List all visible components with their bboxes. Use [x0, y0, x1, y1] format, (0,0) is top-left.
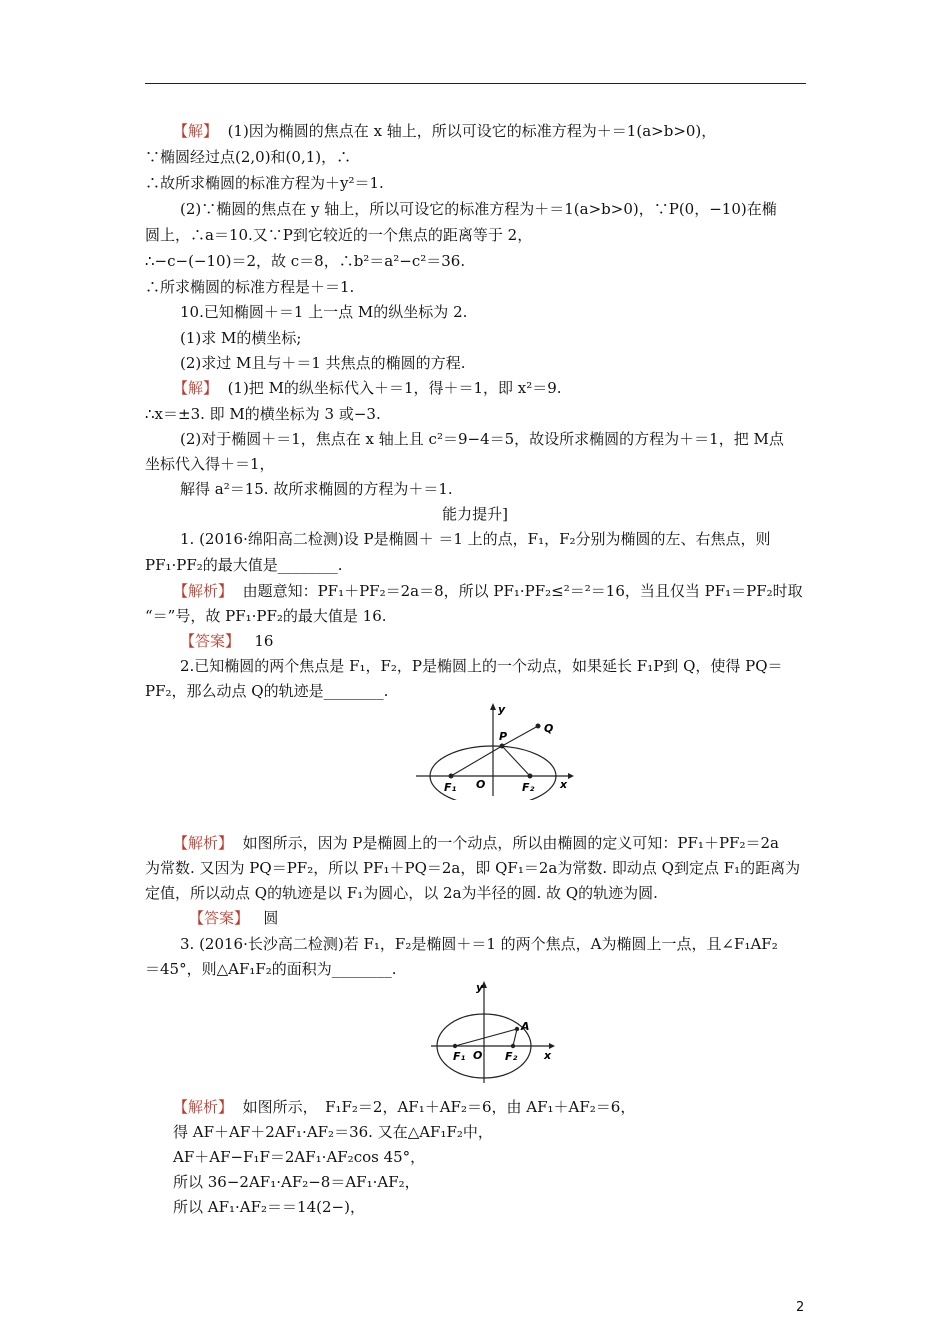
text-line: 为常数. 又因为 PQ＝PF₂，所以 PF₁＋PQ＝2a，即 QF₁＝2a为常数. 即动点 Q到定点 F₁的距离为 — [145, 859, 801, 877]
origin-label: O — [476, 778, 486, 791]
text-line: ∴−c−(−10)＝2，故 c＝8，∴b²＝a²−c²＝36. — [145, 252, 466, 270]
text-line: (2)∵椭圆的焦点在 y 轴上，所以可设它的标准方程为＋＝1(a>b>0)，∵P(0，−10)在椭 — [180, 200, 777, 218]
ellipse-figure-1 — [410, 700, 575, 800]
focus-f1-label: F₁ — [453, 1050, 466, 1063]
text-line: 所以 36−2AF₁·AF₂−8＝AF₁·AF₂， — [173, 1173, 420, 1191]
solution-line: 【解】 (1)把 M的纵坐标代入＋＝1，得＋＝1，即 x²＝9. — [173, 379, 562, 397]
problem-3-line: 3. (2016·长沙高二检测)若 F₁，F₂是椭圆＋＝1 的两个焦点，A为椭圆上一点，且∠F₁AF₂ — [180, 935, 778, 953]
analysis-tag: 【解析】 — [173, 582, 234, 600]
focus-f1-label: F₁ — [444, 781, 457, 794]
text-line: (2)求过 M且与＋＝1 共焦点的椭圆的方程. — [180, 354, 466, 372]
analysis-tag: 【解析】 — [173, 1098, 234, 1116]
analysis-line: 【解析】 由题意知：PF₁＋PF₂＝2a＝8，所以 PF₁·PF₂≤²＝²＝16，当且仅当 PF₁＝PF₂时取 — [173, 582, 803, 600]
x-axis-label: x — [544, 1049, 552, 1062]
answer-tag: 【答案】 — [180, 632, 241, 650]
analysis-line: 【解析】 如图所示， F₁F₂＝2，AF₁＋AF₂＝6，由 AF₁＋AF₂＝6， — [173, 1098, 636, 1116]
focus-f2-label: F₂ — [522, 781, 535, 794]
point-a-label: A — [521, 1020, 530, 1033]
text-line: 圆上，∴a＝10.又∵P到它较近的一个焦点的距离等于 2， — [145, 226, 533, 244]
text-line: (2)对于椭圆＋＝1，焦点在 x 轴上且 c²＝9−4＝5，故设所求椭圆的方程为＋＝1，把 M点 — [180, 430, 784, 448]
text-line: PF₂，那么动点 Q的轨迹是________. — [145, 682, 389, 700]
text-line: ∵椭圆经过点(2,0)和(0,1)，∴ — [145, 148, 352, 166]
y-axis-label: y — [498, 703, 506, 716]
origin-label: O — [473, 1049, 483, 1062]
text-line: ∴故所求椭圆的标准方程为＋y²＝1. — [145, 174, 384, 192]
text-line: PF₁·PF₂的最大值是________. — [145, 556, 343, 574]
analysis-tag: 【解析】 — [173, 834, 234, 852]
point-q-label: Q — [544, 722, 554, 735]
text-line: ∴所求椭圆的标准方程是＋＝1. — [145, 278, 355, 296]
text-line: “＝”号，故 PF₁·PF₂的最大值是 16. — [145, 607, 387, 625]
problem-1-line: 1. (2016·绵阳高二检测)设 P是椭圆＋ ＝1 上的点，F₁，F₂分别为椭圆的左、右焦点，则 — [180, 530, 771, 548]
problem-10-line: 10.已知椭圆＋＝1 上一点 M的纵坐标为 2. — [180, 303, 468, 321]
text-line: 所以 AF₁·AF₂＝＝14(2−)， — [173, 1198, 365, 1216]
text-line: 解得 a²＝15. 故所求椭圆的方程为＋＝1. — [180, 480, 453, 498]
focus-f2-label: F₂ — [505, 1050, 518, 1063]
y-axis-label: y — [476, 981, 484, 994]
analysis-line: 【解析】 如图所示，因为 P是椭圆上的一个动点，所以由椭圆的定义可知：PF₁＋PF₂＝2a — [173, 834, 779, 852]
point-p-label: P — [499, 730, 508, 743]
text-line: 坐标代入得＋＝1， — [145, 455, 275, 473]
solution-tag: 【解】 — [173, 122, 219, 140]
text-line: 得 AF＋AF＋2AF₁·AF₂＝36. 又在△AF₁F₂中， — [173, 1123, 493, 1141]
solution-tag: 【解】 — [173, 379, 219, 397]
answer-line: 【答案】 16 — [180, 632, 274, 650]
problem-2-line: 2.已知椭圆的两个焦点是 F₁，F₂，P是椭圆上的一个动点，如果延长 F₁P到 Q，使得 PQ＝ — [180, 657, 783, 675]
text-line: ＝45°，则△AF₁F₂的面积为________. — [145, 960, 397, 978]
header-rule — [145, 83, 806, 84]
page-number: 2 — [796, 1300, 805, 1315]
text-line: (1)求 M的横坐标; — [180, 329, 302, 347]
x-axis-label: x — [560, 778, 568, 791]
ellipse-figure-2 — [425, 978, 560, 1086]
solution-line: 【解】 (1)因为椭圆的焦点在 x 轴上，所以可设它的标准方程为＋＝1(a>b>0)， — [173, 122, 717, 140]
answer-tag: 【答案】 — [189, 909, 250, 927]
answer-line: 【答案】 圆 — [189, 909, 279, 927]
section-heading: 能力提升] — [442, 505, 508, 523]
text-line: ∴x＝±3. 即 M的横坐标为 3 或−3. — [145, 405, 381, 423]
text-line: 定值，所以动点 Q的轨迹是以 F₁为圆心，以 2a为半径的圆. 故 Q的轨迹为圆. — [145, 884, 658, 902]
text-line: AF＋AF−F₁F＝2AF₁·AF₂cos 45°， — [173, 1148, 426, 1166]
